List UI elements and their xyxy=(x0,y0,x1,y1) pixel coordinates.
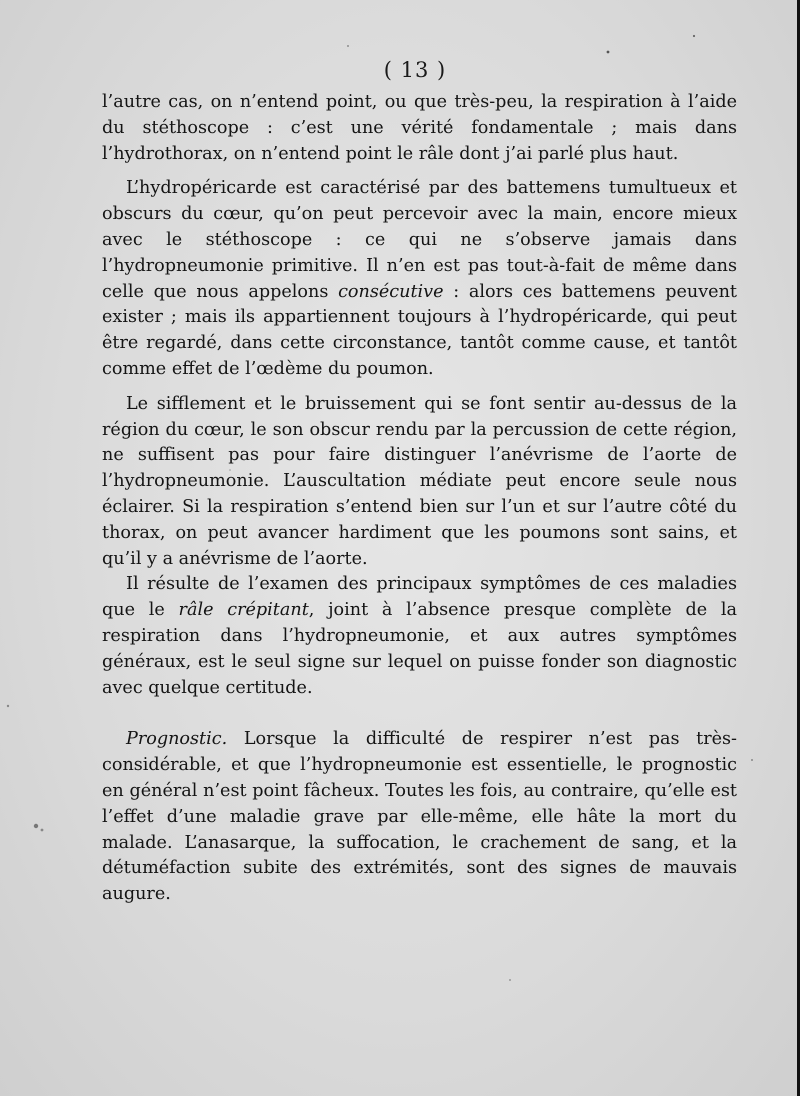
body-text xyxy=(102,90,737,908)
paragraph-1-text: l’autre cas, on n’entend point, ou que très-peu, la respiration à l’aide du stéthoscope : c’est une vérité fondamentale ; mais dans l’hydrothorax, on n’entend point le râle dont j’ai parlé plus haut. xyxy=(102,92,737,164)
paragraph-1 xyxy=(102,90,737,167)
paragraph-2 xyxy=(102,176,737,382)
paragraph-2-text-a: L’hydropéricarde est caractérisé par des battemens tumultueux et obscurs du cœur, qu’on peut percevoir avec la main, encore mieux avec le stéthoscope : ce qui ne s’observe jamais dans l’hydropneumonie primitive. Il n’en est pas tout-à-fait de même dans celle que nous appelons xyxy=(102,178,737,302)
paragraph-5 xyxy=(102,727,737,908)
page-number: ( 13 ) xyxy=(383,58,447,82)
paragraph-4-text-b: , joint à l’absence presque complète de la respiration dans l’hydropneumonie, et aux autres symptômes généraux, est le seul signe sur lequel on puisse fonder son diagnostic avec quelque certitude. xyxy=(102,600,737,698)
paragraph-3 xyxy=(102,392,737,573)
paragraph-3-text: Le sifflement et le bruissement qui se font sentir au-dessus de la région du cœur, le son obscur rendu par la percussion de cette région, ne suffisent pas pour faire distinguer l’anévrisme de l’aorte de l’hydropneumonie. L’auscultation médiate peut encore seule nous éclairer. Si la respiration s’entend bien sur l’un et sur l’autre côté du thorax, on peut avancer hardiment que les poumons sont sains, et qu’il y a anévrisme de l’aorte. xyxy=(102,393,737,569)
paragraph-4 xyxy=(102,572,737,701)
paragraph-4-text-a: Il résulte de l’examen des principaux symptômes de ces maladies que le xyxy=(102,574,737,621)
paragraph-4-italic: râle crépitant xyxy=(178,600,309,621)
section-heading-prognostic: Prognostic. xyxy=(126,729,228,750)
paragraph-2-italic: consécutive xyxy=(338,281,444,302)
paragraph-5-text: Lorsque la difficulté de respirer n’est pas très-considérable, et que l’hydropneumonie est essentielle, le prognostic en général n’est point fâcheux. Toutes les fois, au contraire, qu’elle est l’effet d’une maladie grave par elle-même, elle hâte la mort du malade. L’anasarque, la suffocation, le crachement de sang, et la détuméfaction subite des extrémités, sont des signes de mauvais augure. xyxy=(102,729,737,905)
paragraph-2-text-b: : alors ces battemens peuvent exister ; mais ils appartiennent toujours à l’hydropéricarde, qui peut être regardé, dans cette circonstance, tantôt comme cause, et tantôt comme effet de l’œdème du poumon. xyxy=(102,281,737,379)
